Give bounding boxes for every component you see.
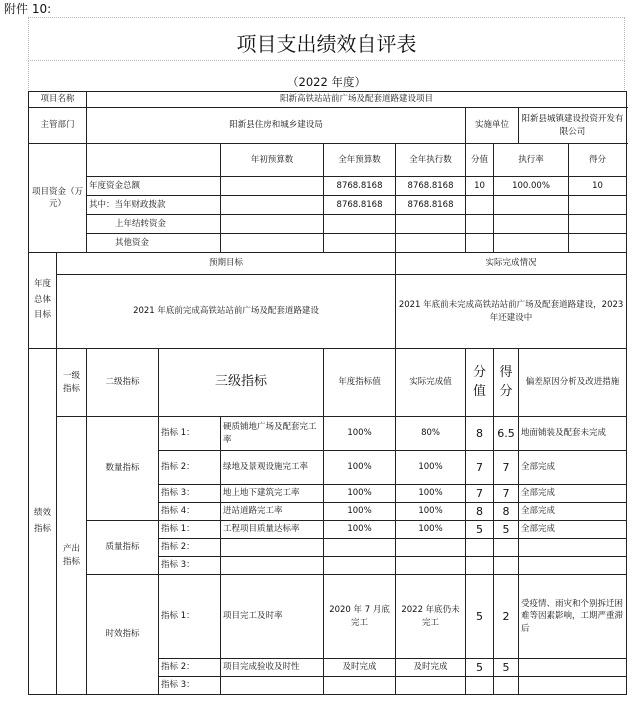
funds-header-full-budget: 全年预算数 (324, 144, 396, 177)
indicator-value: 8 (466, 417, 494, 451)
evaluation-table (28, 91, 627, 695)
indicator-actual: 100% (396, 485, 466, 503)
indicator-reason: 全部完成 (519, 485, 627, 503)
indicator-target: 及时完成 (324, 659, 396, 677)
attachment-label: 附件 10: (4, 2, 52, 16)
indicator-actual: 100% (396, 451, 466, 485)
indicator-value (466, 677, 494, 695)
funds-row-full-budget (324, 234, 396, 253)
funds-row-score-value: 10 (466, 177, 494, 196)
funds-row-score-value (466, 196, 494, 215)
indicator-index: 指标 3： (159, 485, 221, 503)
indicator-value: 7 (466, 451, 494, 485)
perf-header-score-value: 分值 (466, 349, 494, 417)
annual-goal-label: 年度总体目标 (29, 253, 57, 349)
perf-header-annual-value: 年度指标值 (324, 349, 396, 417)
indicator-score: 7 (494, 485, 519, 503)
indicator-reason: 地面铺装及配套未完成 (519, 417, 627, 451)
indicator-name: 地上地下建筑完工率 (221, 485, 324, 503)
report-year: （2022 年度） (287, 75, 366, 89)
quality-label: 质量指标 (87, 521, 159, 575)
quantity-label: 数量指标 (87, 417, 159, 521)
indicator-score (494, 557, 519, 575)
funds-row-score (569, 234, 627, 253)
indicator-target (324, 677, 396, 695)
page-title: 项目支出绩效自评表 (236, 32, 417, 56)
indicator-target (324, 557, 396, 575)
indicator-name: 项目完成验收及时性 (221, 659, 324, 677)
indicator-reason (519, 557, 627, 575)
actual-status-text: 2021 年底前未完成高铁站站前广场及配套道路建设，2023 年还建设中 (396, 275, 627, 349)
indicator-value: 7 (466, 485, 494, 503)
indicator-reason: 全部完成 (519, 451, 627, 485)
funds-header-exec-rate: 执行率 (494, 144, 569, 177)
performance-label: 绩效指标 (29, 349, 57, 695)
funds-row-score-value (466, 234, 494, 253)
indicator-reason (519, 659, 627, 677)
funds-row-initial (221, 234, 324, 253)
funds-row-full-exec: 8768.8168 (396, 196, 466, 215)
expected-goal-text: 2021 年底前完成高铁站站前广场及配套道路建设 (57, 275, 396, 349)
indicator-actual (396, 539, 466, 557)
indicator-name (221, 677, 324, 695)
indicator-reason (519, 539, 627, 557)
funds-label: 项目资金（万元） (29, 144, 87, 253)
funds-row-full-exec: 8768.8168 (396, 177, 466, 196)
indicator-actual (396, 677, 466, 695)
indicator-score (494, 539, 519, 557)
funds-header-blank (87, 144, 221, 177)
funds-row-full-exec (396, 234, 466, 253)
project-name-value: 阳新高铁站站前广场及配套道路建设项目 (87, 92, 627, 108)
indicator-reason: 全部完成 (519, 521, 627, 539)
indicator-index: 指标 1： (159, 575, 221, 659)
funds-row-initial (221, 215, 324, 234)
indicator-value: 8 (466, 503, 494, 521)
indicator-name: 进站道路完工率 (221, 503, 324, 521)
indicator-value (466, 557, 494, 575)
indicator-target: 2020 年 7 月底完工 (324, 575, 396, 659)
funds-row-full-budget: 8768.8168 (324, 177, 396, 196)
perf-header-level2: 二级指标 (87, 349, 159, 417)
indicator-actual: 及时完成 (396, 659, 466, 677)
perf-header-score: 得分 (494, 349, 519, 417)
indicator-name: 工程项目质量达标率 (221, 521, 324, 539)
indicator-index: 指标 4： (159, 503, 221, 521)
indicator-score: 6.5 (494, 417, 519, 451)
funds-header-full-exec: 全年执行数 (396, 144, 466, 177)
indicator-actual: 100% (396, 503, 466, 521)
indicator-index: 指标 3： (159, 677, 221, 695)
indicator-name: 项目完工及时率 (221, 575, 324, 659)
indicator-actual: 100% (396, 521, 466, 539)
indicator-name: 绿地及景观设施完工率 (221, 451, 324, 485)
funds-row-score-value (466, 215, 494, 234)
level1-output-label: 产出指标 (57, 417, 87, 695)
indicator-target: 100% (324, 417, 396, 451)
project-name-label: 项目名称 (29, 92, 87, 108)
funds-row-full-exec (396, 215, 466, 234)
indicator-reason (519, 677, 627, 695)
funds-row-initial (221, 177, 324, 196)
indicator-target: 100% (324, 503, 396, 521)
funds-row-initial (221, 196, 324, 215)
actual-status-header: 实际完成情况 (396, 253, 627, 275)
funds-row-name: 上年结转资金 (87, 215, 221, 234)
funds-row-name: 其他资金 (87, 234, 221, 253)
funds-header-initial: 年初预算数 (221, 144, 324, 177)
indicator-name: 硬质铺地广场及配套完工率 (221, 417, 324, 451)
indicator-score: 8 (494, 503, 519, 521)
perf-header-level1: 一级指标 (57, 349, 87, 417)
indicator-index: 指标 2： (159, 659, 221, 677)
indicator-score: 7 (494, 451, 519, 485)
indicator-actual: 2022 年底仍未完工 (396, 575, 466, 659)
funds-row-score: 10 (569, 177, 627, 196)
funds-row-score (569, 215, 627, 234)
expected-goal-header: 预期目标 (57, 253, 396, 275)
funds-row-exec-rate (494, 215, 569, 234)
funds-row-name: 年度资金总额 (87, 177, 221, 196)
department-label: 主管部门 (29, 108, 87, 144)
indicator-index: 指标 2： (159, 451, 221, 485)
indicator-target: 100% (324, 521, 396, 539)
indicator-index: 指标 1： (159, 417, 221, 451)
indicator-value (466, 539, 494, 557)
funds-row-name: 其中：当年财政拨款 (87, 196, 221, 215)
funds-header-score-value: 分值 (466, 144, 494, 177)
indicator-index: 指标 2： (159, 539, 221, 557)
indicator-reason: 全部完成 (519, 503, 627, 521)
indicator-actual (396, 557, 466, 575)
indicator-target: 100% (324, 485, 396, 503)
indicator-reason: 受疫情、雨灾和个别拆迁困难等因素影响，工期严重滞后 (519, 575, 627, 659)
indicator-value: 5 (466, 659, 494, 677)
funds-header-score: 得分 (569, 144, 627, 177)
indicator-score (494, 677, 519, 695)
funds-row-exec-rate: 100.00% (494, 177, 569, 196)
department-value: 阳新县住房和城乡建设局 (87, 108, 466, 144)
funds-row-score (569, 196, 627, 215)
perf-header-level3: 三级指标 (159, 349, 324, 417)
funds-row-exec-rate (494, 234, 569, 253)
indicator-name (221, 557, 324, 575)
indicator-target (324, 539, 396, 557)
perf-header-deviation: 偏差原因分析及改进措施 (519, 349, 627, 417)
indicator-score: 5 (494, 659, 519, 677)
indicator-value: 5 (466, 575, 494, 659)
perf-header-actual-value: 实际完成值 (396, 349, 466, 417)
indicator-index: 指标 3： (159, 557, 221, 575)
implementer-label: 实施单位 (466, 108, 519, 144)
indicator-value: 5 (466, 521, 494, 539)
indicator-name (221, 539, 324, 557)
indicator-index: 指标 1： (159, 521, 221, 539)
indicator-actual: 80% (396, 417, 466, 451)
implementer-value: 阳新县城镇建设投资开发有限公司 (519, 108, 627, 144)
funds-row-full-budget: 8768.8168 (324, 196, 396, 215)
indicator-score: 2 (494, 575, 519, 659)
timeliness-label: 时效指标 (87, 575, 159, 695)
indicator-score: 5 (494, 521, 519, 539)
funds-row-full-budget (324, 215, 396, 234)
funds-row-exec-rate (494, 196, 569, 215)
indicator-target: 100% (324, 451, 396, 485)
